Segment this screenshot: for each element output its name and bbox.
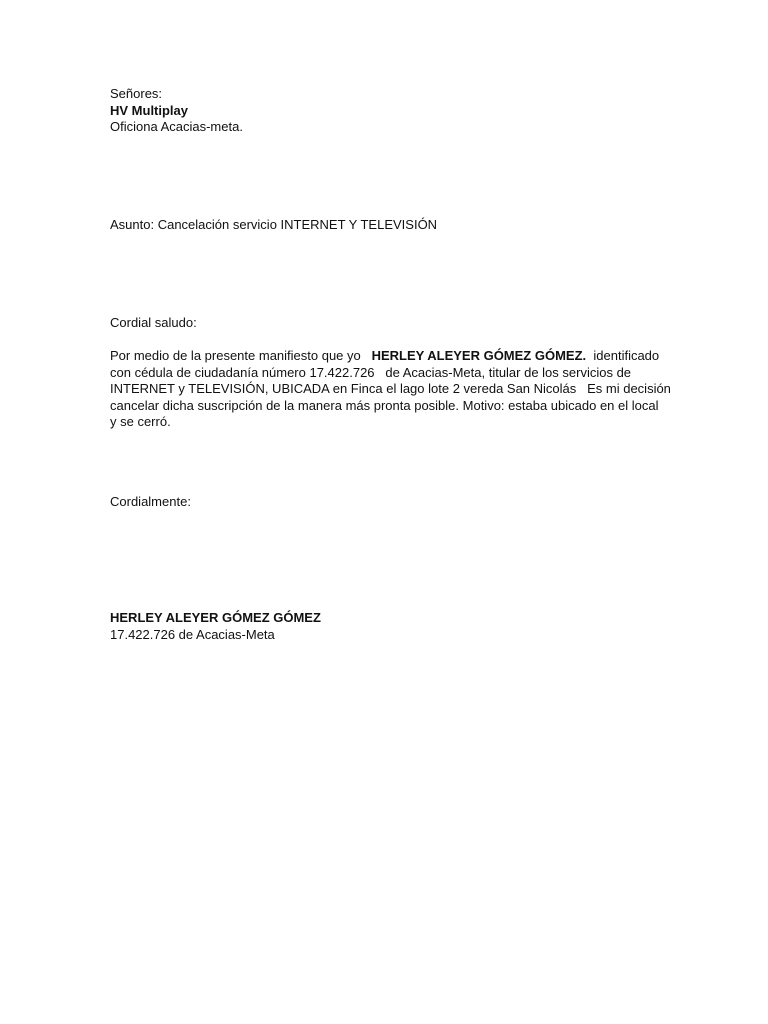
subject-line	[110, 217, 670, 234]
signature-block	[110, 610, 670, 643]
greeting-text: Cordial saludo:	[110, 315, 197, 330]
body-paragraph	[110, 348, 670, 431]
body-line-5: y se cerró.	[110, 414, 171, 429]
company-name: HV Multiplay	[110, 102, 189, 118]
closing-line	[110, 494, 670, 511]
body-line-3: INTERNET y TELEVISIÓN, UBICADA en Finca el lago lote 2 vereda San Nicolás Es mi decisión	[110, 381, 671, 396]
subject-text: Asunto: Cancelación servicio INTERNET Y TELEVISIÓN	[110, 217, 438, 232]
body-name: HERLEY ALEYER GÓMEZ GÓMEZ.	[371, 348, 587, 363]
salutation: Señores:	[110, 86, 163, 101]
body-line-2: con cédula de ciudadanía número 17.422.726 de Acacias-Meta, titular de los servicios de	[110, 364, 632, 380]
signature-name: HERLEY ALEYER GÓMEZ GÓMEZ	[110, 610, 321, 625]
body-line-1-pre: Por medio de la presente manifiesto que yo	[110, 348, 365, 363]
signature-id: 17.422.726 de Acacias-Meta	[110, 626, 275, 642]
greeting-line	[110, 315, 670, 332]
body-line-1-post: identificado	[589, 348, 660, 363]
closing-text: Cordialmente:	[110, 494, 191, 509]
body-line-1	[110, 348, 670, 365]
addressee-block	[110, 86, 670, 136]
body-line-4: cancelar dicha suscripción de la manera más pronta posible. Motivo: estaba ubicado en el local	[110, 397, 659, 413]
office-name: Oficiona Acacias-meta.	[110, 119, 243, 134]
